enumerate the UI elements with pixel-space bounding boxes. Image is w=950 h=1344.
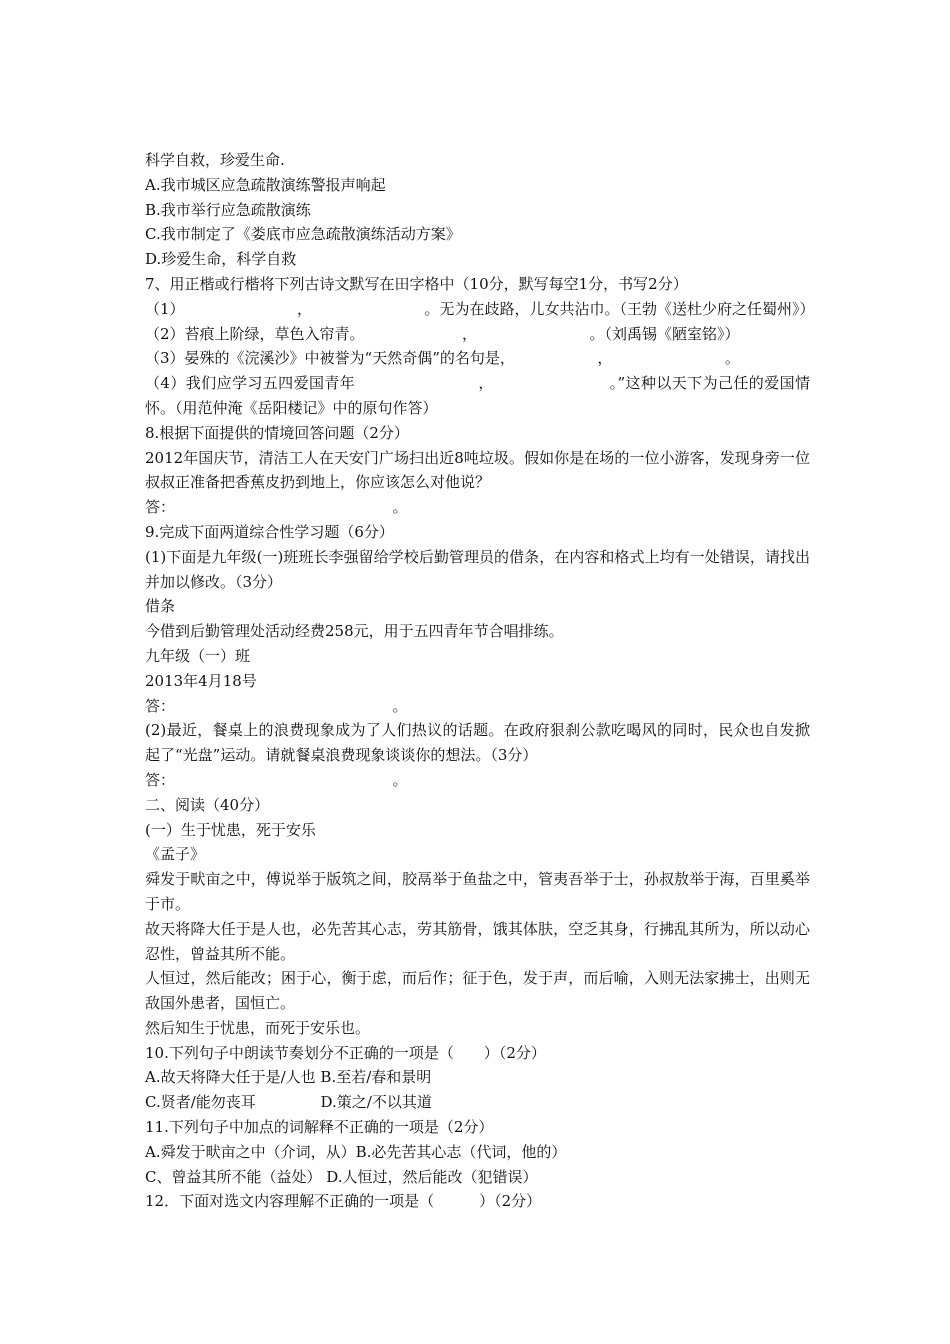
question-7-item-1: （1） ， 。无为在歧路，儿女共沾巾。（王勃《送杜少府之任蜀州》） [145,299,815,318]
passage-author: 《孟子》 [145,845,206,864]
question-9-part-1: (1)下面是九年级(一)班班长李强留给学校后勤管理员的借条，在内容和格式上均有一处错误，请找出并加以修改。（3分） [145,547,810,591]
section-2-heading: 二、阅读（40分） [145,795,270,814]
question-11-options-cd: C、曾益其所不能（益处） D.人恒过，然后能改（犯错误） [145,1167,538,1186]
answer-line: 答： 。 [145,498,408,517]
iou-body: 今借到后勤管理处活动经费258元，用于五四青年节合唱排练。 [145,622,564,641]
question-8-context: 2012年国庆节，清洁工人在天安门广场扫出近8吨垃圾。假如你是在场的一位小游客，发现身旁一位叔叔正准备把香蕉皮扔到地上，你应该怎么对他说？ [145,448,810,492]
question-11-title: 11.下列句子中加点的词解释不正确的一项是（2分） [145,1118,494,1137]
option-d: D.珍爱生命，科学自救 [145,250,297,269]
question-12-title: 12．下面对选文内容理解不正确的一项是（ ）（2分） [145,1192,542,1211]
option-line: 科学自救，珍爱生命. [145,151,285,169]
answer-line: 答： 。 [145,770,408,789]
question-10-options-cd: C.贤者/能勿丧耳 D.策之/不以其道 [145,1093,432,1112]
question-7-title: 7、用正楷或行楷将下列古诗文默写在田字格中（10分，默写每空1分，书写2分） [145,274,688,293]
question-10-title: 10.下列句子中朗读节奏划分不正确的一项是（ ）（2分） [145,1043,546,1062]
answer-line: 答： 。 [145,696,408,715]
question-10-options-ab: A.故天将降大任于是/人也 B.至若/春和景明 [145,1068,432,1087]
question-7-item-2: （2）苔痕上阶绿，草色入帘青。 ， 。（刘禹锡《陋室铭》） [145,324,740,343]
question-11-options-ab: A.舜发于畎亩之中（介词，从）B.必先苦其心志（代词，他的） [145,1142,567,1161]
question-7-item-4: （4）我们应学习五四爱国青年 ， 。”这种以天下为己任的爱国情怀。（用范仲淹《岳阳楼记》中的原句作答） [145,374,810,417]
option-b: B.我市举行应急疏散演练 [145,200,311,219]
passage-title: (一）生于忧患，死于安乐 [145,820,316,839]
iou-title: 借条 [145,597,176,616]
document-page [145,148,815,1214]
passage-paragraph-3: 人恒过，然后能改；困于心，衡于虑，而后作；征于色，发于声，而后喻，入则无法家拂士，出则无敌国外患者，国恒亡。 [145,969,810,1013]
iou-date: 2013年4月18号 [145,671,257,690]
passage-paragraph-2: 故天将降大任于是人也，必先苦其心志，劳其筋骨，饿其体肤，空乏其身，行拂乱其所为，所以动心忍性，曾益其所不能。 [145,919,810,963]
question-9-part-2: (2)最近，餐桌上的浪费现象成为了人们热议的话题。在政府狠刹公款吃喝风的同时，民众也自发掀起了“光盘”运动。请就餐桌浪费现象谈谈你的想法。（3分） [145,721,810,765]
passage-paragraph-1: 舜发于畎亩之中，傅说举于版筑之间，胶鬲举于鱼盐之中，管夷吾举于士，孙叔敖举于海，百里奚举于市。 [145,870,810,913]
passage-paragraph-4: 然后知生于忧患，而死于安乐也。 [145,1018,371,1037]
option-a: A.我市城区应急疏散演练警报声响起 [145,175,386,194]
option-c: C.我市制定了《娄底市应急疏散演练活动方案》 [145,225,461,244]
iou-signature: 九年级（一）班 [145,646,251,665]
question-7-item-3: （3）晏殊的《浣溪沙》中被誉为“天然奇偶”的名句是， ， 。 [145,349,740,368]
question-8-title: 8.根据下面提供的情境回答问题（2分） [145,423,409,442]
question-9-title: 9.完成下面两道综合性学习题（6分） [145,522,394,541]
